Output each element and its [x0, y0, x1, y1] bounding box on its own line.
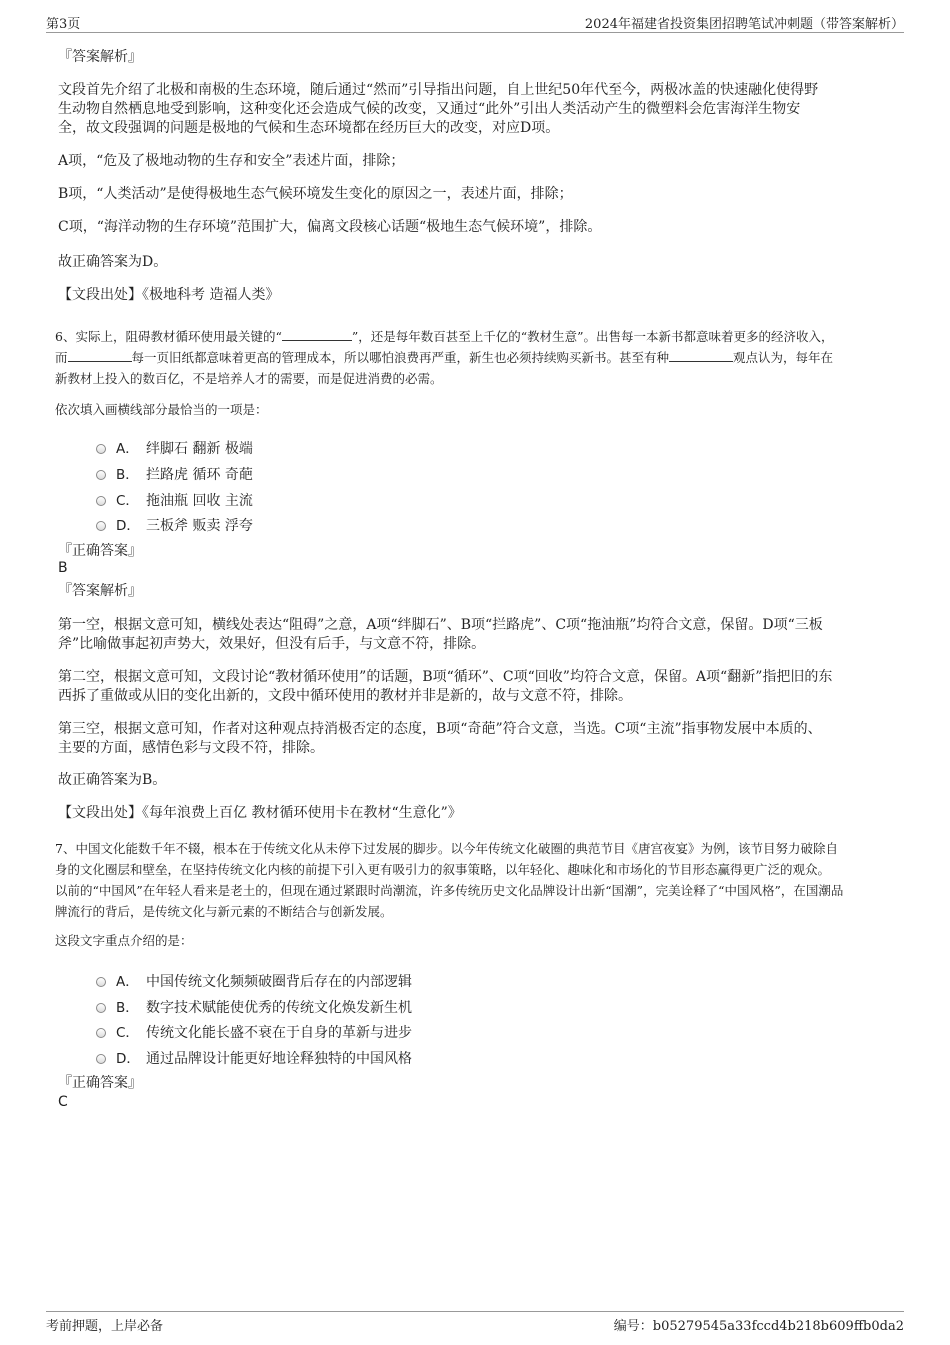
- q7-prompt: 这段文字重点介绍的是：: [55, 933, 193, 948]
- q6-prompt: 依次填入画横线部分最恰当的一项是：: [55, 402, 268, 417]
- radio-icon[interactable]: [96, 444, 106, 454]
- q6-analysis-label: 『答案解析』: [58, 583, 142, 599]
- q6-option-b[interactable]: B． 拦路虎 循环 奇葩: [96, 463, 253, 483]
- document-title: 2024年福建省投资集团招聘笔试冲刺题（带答案解析）: [584, 17, 904, 32]
- radio-icon[interactable]: [96, 496, 106, 506]
- radio-icon[interactable]: [96, 521, 106, 531]
- radio-icon[interactable]: [96, 1003, 106, 1013]
- blank-1: [282, 328, 352, 341]
- q6-option-c[interactable]: C． 拖油瓶 回收 主流: [96, 489, 253, 509]
- page-header: [46, 12, 904, 33]
- q6-conclusion: 故正确答案为B。: [58, 772, 167, 788]
- q6-analysis-blank1: 第一空，根据文意可知，横线处表达“阻碍”之意，A项“绊脚石”、B项“拦路虎”、C项“拖油瓶”均符合文意，保留。D项“三板 斧”比喻做事起初声势大，效果好，但没有后手，与文意不符，排除。: [58, 617, 823, 652]
- radio-icon[interactable]: [96, 1054, 106, 1064]
- q7-option-a[interactable]: A． 中国传统文化频频破圈背后存在的内部逻辑: [96, 970, 412, 990]
- q5-analysis-label: 『答案解析』: [58, 49, 142, 65]
- q5-option-a-analysis: A项，“危及了极地动物的生存和安全”表述片面，排除；: [58, 153, 405, 169]
- q6-analysis-blank2: 第二空，根据文意可知，文段讨论“教材循环使用”的话题，B项“循环”、C项“回收”均符合文意，保留。A项“翻新”指把旧的东 西拆了重做或从旧的变化出新的，文段中循环使用的教材并非是新的，故与文意不符，排除。: [58, 669, 833, 704]
- blank-3: [669, 349, 733, 362]
- q5-option-b-analysis: B项，“人类活动”是使得极地生态气候环境发生变化的原因之一，表述片面，排除；: [58, 186, 573, 202]
- q7-option-b[interactable]: B． 数字技术赋能使优秀的传统文化焕发新生机: [96, 996, 412, 1016]
- q5-source: 【文段出处】《极地科考 造福人类》: [58, 287, 280, 303]
- q6-answer-label: 『正确答案』: [58, 543, 142, 559]
- q6-source: 【文段出处】《每年浪费上百亿 教材循环使用卡在教材“生意化”》: [58, 805, 462, 821]
- q7-answer: C: [58, 1094, 68, 1110]
- q6-answer: B: [58, 560, 68, 576]
- q5-analysis-paragraph: 文段首先介绍了北极和南极的生态环境，随后通过“然而”引导指出问题，自上世纪50年代至今，两极冰盖的快速融化使得野 生动物自然栖息地受到影响，这种变化还会造成气候的改变，又通过“此外”引出人类活动产生的微塑料会危害海洋生物安 全，故文段强调的问题是极地的气候和生态环境都在经历巨大的改变，对应D项。: [58, 82, 819, 136]
- q6-analysis-blank3: 第三空，根据文意可知，作者对这种观点持消极否定的态度，B项“奇葩”符合文意，当选。C项“主流”指事物发展中本质的、 主要的方面，感情色彩与文段不符，排除。: [58, 721, 822, 756]
- q5-conclusion: 故正确答案为D。: [58, 254, 168, 270]
- footer-slogan: 考前押题，上岸必备: [46, 1319, 164, 1334]
- q6-option-a[interactable]: A． 绊脚石 翻新 极端: [96, 437, 253, 457]
- q7-answer-label: 『正确答案』: [58, 1075, 142, 1091]
- q7-stem: 7、中国文化能数千年不辍，根本在于传统文化从未停下过发展的脚步。以今年传统文化破圈的典范节目《唐宫夜宴》为例，该节目努力破除自 身的文化圈层和壁垒，在坚持传统文化内核的前提下引入更有吸引力的叙事策略，以年轻化、趣味化和市场化的节目形态赢得更广泛的观众。 以前的“中国风”在年轻人看来是老土的，但现在通过紧跟时尚潮流，许多传统历史文化品牌设计出新“国潮”，完美诠释了“中国风格”，在国潮品 牌流行的背后，是传统文化与新元素的不断结合与创新发展。: [55, 841, 844, 919]
- q5-option-c-analysis: C项，“海洋动物的生存环境”范围扩大，偏离文段核心话题“极地生态气候环境”，排除。: [58, 219, 602, 235]
- q7-option-d[interactable]: D． 通过品牌设计能更好地诠释独特的中国风格: [96, 1047, 412, 1067]
- radio-icon[interactable]: [96, 1028, 106, 1038]
- radio-icon[interactable]: [96, 470, 106, 480]
- q6-stem: 6、实际上，阻碍教材循环使用最关键的“ ”，还是每年数百甚至上千亿的“教材生意”。出售每一本新书都意味着更多的经济收入， 而 每一页旧纸都意味着更高的管理成本，所以哪怕浪费再严重，新生也必须持续购买新书。甚至有种 观点认为，每年在 新教材上投入的数百亿，不是培养人才的需要，而是促进消费的必需。: [55, 329, 834, 386]
- document-id: 编号：b05279545a33fccd4b218b609ffb0da2: [613, 1319, 904, 1334]
- radio-icon[interactable]: [96, 977, 106, 987]
- page-footer: [46, 1311, 904, 1338]
- q6-option-d[interactable]: D． 三板斧 贩卖 浮夸: [96, 514, 253, 534]
- q7-option-c[interactable]: C． 传统文化能长盛不衰在于自身的革新与进步: [96, 1021, 412, 1041]
- blank-2: [68, 349, 132, 362]
- page-number: 第3页: [46, 17, 81, 32]
